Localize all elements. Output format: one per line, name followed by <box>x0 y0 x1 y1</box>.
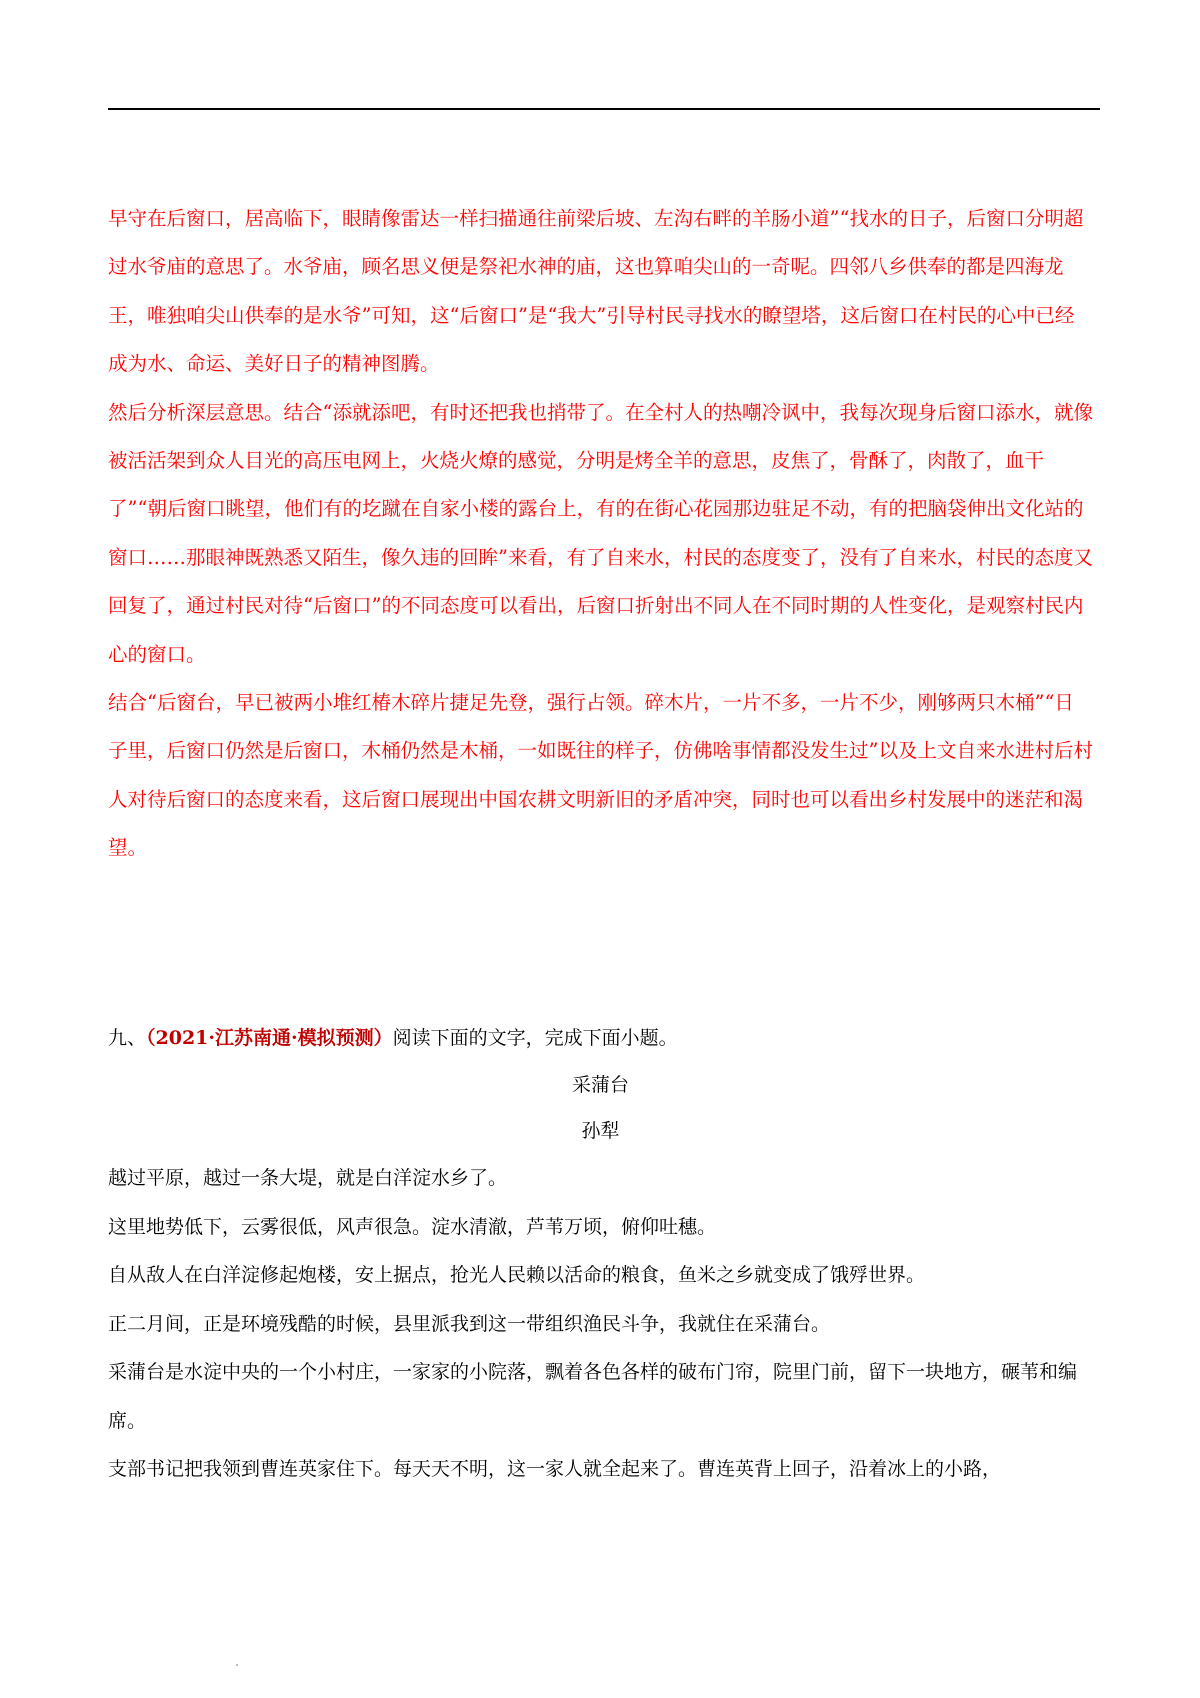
passage-paragraph: 采蒲台是水淀中央的一个小村庄，一家家的小院落，飘着各色各样的破布门帘，院里门前，留下一块地方，碾苇和编席。 <box>108 1361 1078 1432</box>
passage-author: 孙犁 <box>581 1120 620 1142</box>
question-heading <box>108 1018 1093 1058</box>
question-source: （2021·江苏南通·模拟预测） <box>146 1027 393 1049</box>
question-instruction: 阅读下面的文字，完成下面小题。 <box>392 1027 678 1049</box>
passage-title: 采蒲台 <box>571 1074 629 1096</box>
answer-paragraph: 然后分析深层意思。结合“添就添吧，有时还把我也捎带了。在全村人的热嘲冷讽中，我每次现身后窗口添水，就像被活活架到众人目光的高压电网上，火烧火燎的感觉，分明是烤全羊的意思，皮焦了，骨酥了，肉散了，血干了”“朝后窗口眺望，他们有的圪蹴在自家小楼的露台上，有的在街心花园那边驻足不动，有的把脑袋伸出文化站的窗口……那眼神既熟悉又陌生，像久违的回眸”来看，有了自来水，村民的态度变了，没有了自来水，村民的态度又回复了，通过村民对待“后窗口”的不同态度可以看出，后窗口折射出不同人在不同时期的人性变化，是观察村民内心的窗口。 <box>108 400 1093 666</box>
passage-paragraph: 正二月间，正是环境残酷的时候，县里派我到这一带组织渔民斗争，我就住在采蒲台。 <box>108 1312 831 1335</box>
passage-paragraph: 自从敌人在白洋淀修起炮楼，安上据点，抢光人民赖以活命的粮食，鱼米之乡就变成了饿殍世界。 <box>108 1264 926 1286</box>
passage-paragraph: 支部书记把我领到曹连英家住下。每天天不明，这一家人就全起来了。曹连英背上回子，沿着冰上的小路， <box>108 1458 1002 1480</box>
passage-paragraph: 越过平原，越过一条大堤，就是白洋淀水乡了。 <box>108 1167 508 1189</box>
reading-passage <box>108 1062 1093 1494</box>
question-number: 九、 <box>108 1027 147 1049</box>
answer-paragraph: 结合“后窗台，早已被两小堆红椿木碎片捷足先登，强行占领。碎木片，一片不多，一片不少，刚够两只木桶”“日子里，后窗口仍然是后窗口，木桶仍然是木桶，一如既往的样子，仿佛啥事情都没发生过”以及上文自来水进村后村人对待后窗口的态度来看，这后窗口展现出中国农耕文明新旧的矛盾冲突，同时也可以看出乡村发展中的迷茫和渴望。 <box>108 691 1093 860</box>
footer-mark <box>236 1664 238 1666</box>
header-rule <box>108 108 1100 110</box>
passage-paragraph: 这里地势低下，云雾很低，风声很急。淀水清澈，芦苇万顷，俯仰吐穗。 <box>108 1215 717 1238</box>
answer-paragraph: 早守在后窗口，居高临下，眼睛像雷达一样扫描通往前梁后坡、左沟右畔的羊肠小道”“找水的日子，后窗口分明超过水爷庙的意思了。水爷庙，顾名思义便是祭祀水神的庙，这也算咱尖山的一奇呢。四邻八乡供奉的都是四海龙王，唯独咱尖山供奉的是水爷”可知，这“后窗口”是“我大”引导村民寻找水的瞭望塔，这后窗口在村民的心中已经成为水、命运、美好日子的精神图腾。 <box>108 207 1084 376</box>
answer-analysis <box>108 195 1093 873</box>
